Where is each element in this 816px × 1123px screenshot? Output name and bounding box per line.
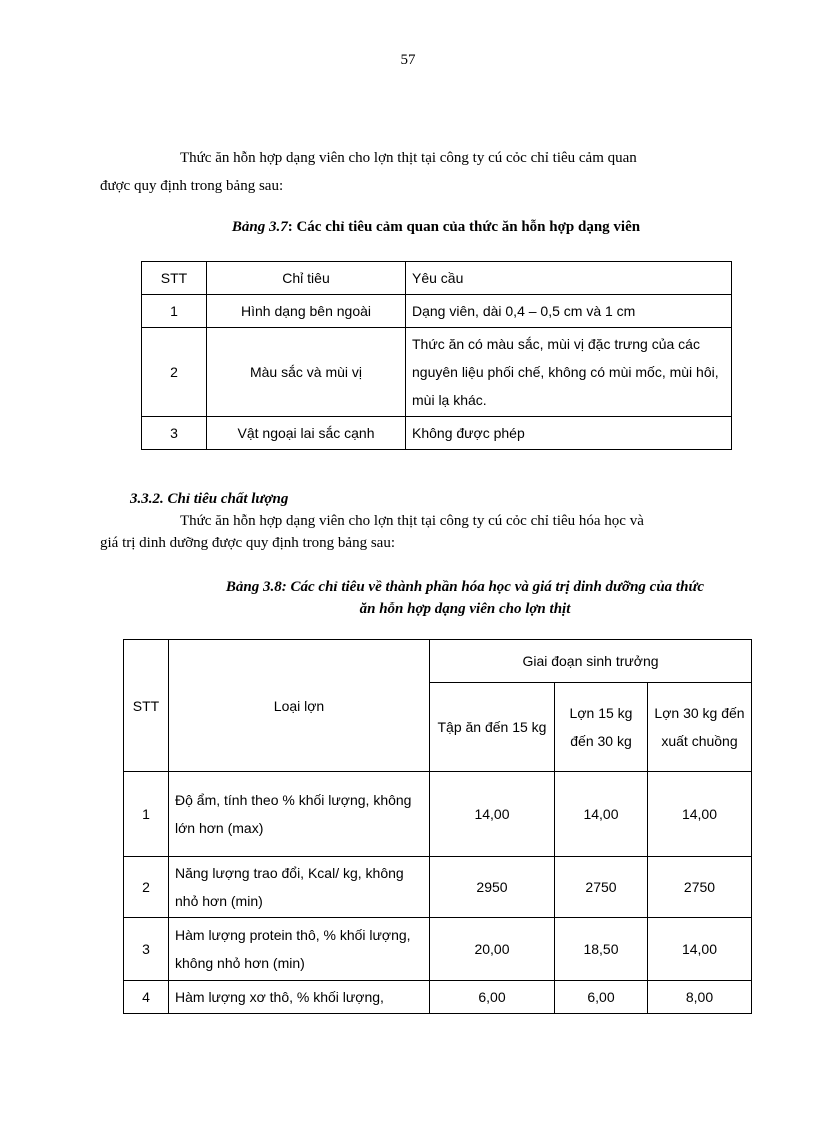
row-value: 18,50 (555, 918, 648, 981)
table1-caption (0, 219, 816, 236)
section-heading: 3.3.2. Chỉ tiêu chất lượng (130, 491, 289, 507)
row-stt: 1 (124, 772, 169, 857)
row-criterion: Màu sắc và mùi vị (207, 328, 406, 417)
row-indicator: Hàm lượng xơ thô, % khối lượng, (169, 981, 430, 1014)
row-criterion: Vật ngoại lai sắc cạnh (207, 417, 406, 450)
header-criterion: Chỉ tiêu (207, 262, 406, 295)
intro-line-2: được quy định trong bảng sau: (100, 178, 284, 194)
row-indicator: Năng lượng trao đổi, Kcal/ kg, không nhỏ hơn (min) (169, 857, 430, 918)
header-stage-2: Lợn 15 kg đến 30 kg (555, 683, 648, 772)
table-row (124, 857, 752, 918)
table-nutrition-criteria (123, 639, 752, 1014)
table2-caption-line-2: ăn hỗn hợp dạng viên cho lợn thịt (359, 601, 571, 617)
row-stt: 4 (124, 981, 169, 1014)
row-value: 14,00 (648, 918, 752, 981)
row-value: 20,00 (430, 918, 555, 981)
row-value: 8,00 (648, 981, 752, 1014)
row-stt: 2 (142, 328, 207, 417)
header-pig-type: Loại lợn (169, 640, 430, 772)
header-stt: STT (124, 640, 169, 772)
table2-caption (0, 576, 816, 620)
table-sensory-criteria (141, 261, 732, 450)
row-value: 14,00 (430, 772, 555, 857)
header-stage-3: Lợn 30 kg đến xuất chuồng (648, 683, 752, 772)
second-line-1: Thức ăn hỗn hợp dạng viên cho lợn thịt tại công ty cú cỏc chỉ tiêu hóa học và (180, 513, 644, 529)
table-row (142, 328, 732, 417)
table-row (124, 772, 752, 857)
row-stt: 2 (124, 857, 169, 918)
row-value: 2750 (555, 857, 648, 918)
row-requirement: Thức ăn có màu sắc, mùi vị đặc trưng của các nguyên liệu phối chế, không có mùi mốc, mùi hôi, mùi lạ khác. (406, 328, 732, 417)
row-stt: 3 (142, 417, 207, 450)
row-stt: 1 (142, 295, 207, 328)
row-value: 2950 (430, 857, 555, 918)
row-value: 6,00 (430, 981, 555, 1014)
page-number: 57 (400, 52, 416, 68)
table-header-row (124, 640, 752, 683)
second-paragraph (100, 510, 740, 554)
header-growth-stage: Giai đoạn sinh trưởng (430, 640, 752, 683)
table-row (124, 981, 752, 1014)
table-header-row (142, 262, 732, 295)
row-stt: 3 (124, 918, 169, 981)
row-value: 2750 (648, 857, 752, 918)
row-value: 6,00 (555, 981, 648, 1014)
row-value: 14,00 (555, 772, 648, 857)
row-requirement: Không được phép (406, 417, 732, 450)
row-requirement: Dạng viên, dài 0,4 – 0,5 cm và 1 cm (406, 295, 732, 328)
row-indicator: Độ ẩm, tính theo % khối lượng, không lớn hơn (max) (169, 772, 430, 857)
second-line-2: giá trị dinh dưỡng được quy định trong bảng sau: (100, 535, 396, 551)
intro-line-1: Thức ăn hỗn hợp dạng viên cho lợn thịt tại công ty cú cỏc chỉ tiêu cảm quan (180, 150, 637, 166)
header-stt: STT (142, 262, 207, 295)
table-row (142, 417, 732, 450)
row-indicator: Hàm lượng protein thô, % khối lượng, không nhỏ hơn (min) (169, 918, 430, 981)
row-value: 14,00 (648, 772, 752, 857)
row-criterion: Hình dạng bên ngoài (207, 295, 406, 328)
table2-caption-line-1: Bảng 3.8: Các chỉ tiêu về thành phần hóa học và giá trị dinh dưỡng của thức (225, 579, 705, 595)
header-stage-1: Tập ăn đến 15 kg (430, 683, 555, 772)
table1-caption-text: : Các chỉ tiêu cảm quan của thức ăn hỗn hợp dạng viên (287, 219, 641, 235)
table1-caption-label: Bảng 3.7 (231, 219, 288, 235)
table-row (124, 918, 752, 981)
header-requirement: Yêu cầu (406, 262, 732, 295)
intro-paragraph (100, 144, 740, 200)
table-row (142, 295, 732, 328)
